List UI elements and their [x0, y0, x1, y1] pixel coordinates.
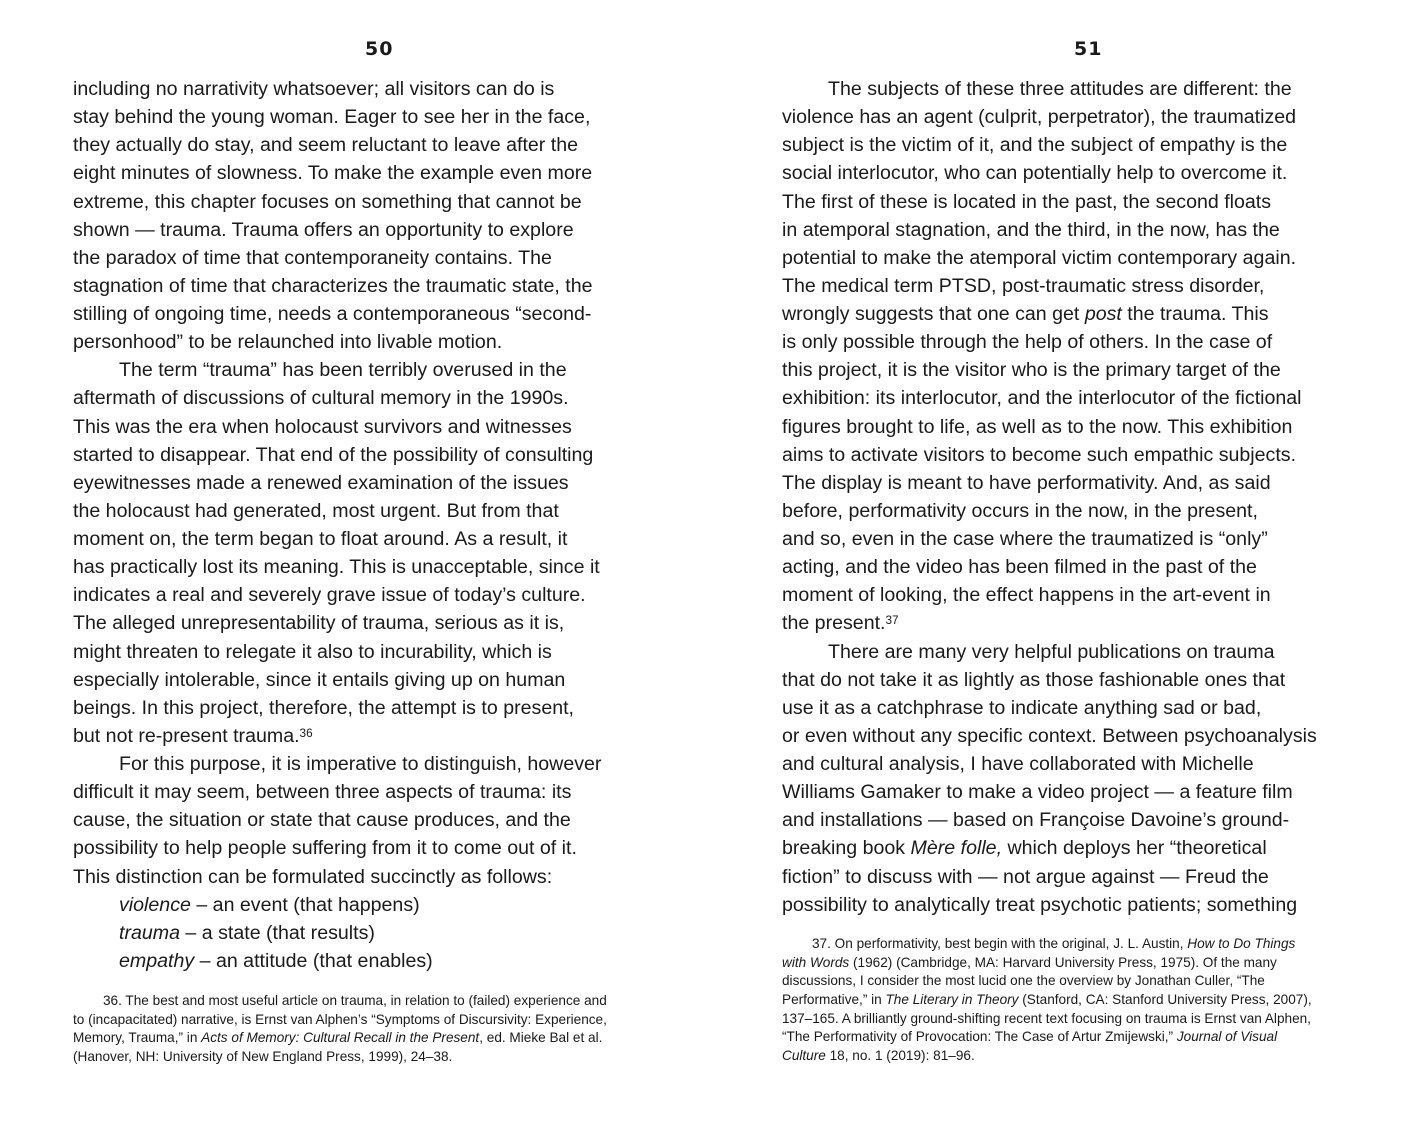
text-line [73, 1029, 607, 1048]
text-segment: – a state (that results) [179, 921, 375, 944]
italic-text: post [1084, 303, 1122, 325]
text-segment: the trauma. This [1121, 303, 1269, 325]
text-line: fiction” to discuss with — not argue against — Freud the [782, 865, 1269, 888]
text-line: 137–165. A brilliantly ground-shifting recent text focusing on trauma is Ernst van Alphen, [782, 1010, 1311, 1026]
text-line: (Hanover, NH: University of New England Press, 1999), 24–38. [73, 1049, 453, 1065]
text-line: that do not take it as lightly as those fashionable ones that [782, 668, 1286, 691]
text-line: is only possible through the help of others. In the case of [782, 331, 1273, 354]
italic-text: How to Do Things [1187, 936, 1296, 951]
text-line: acting, and the video has been filmed in the past of the [782, 556, 1257, 579]
text-line: cause, the situation or state that cause produces, and the [73, 809, 571, 832]
text-line: difficult it may seem, between three aspects of trauma: its [73, 781, 572, 804]
text-line: This was the era when holocaust survivors and witnesses [73, 415, 572, 438]
text-line: beings. In this project, therefore, the attempt is to present, [73, 696, 574, 719]
text-line [73, 947, 601, 975]
text-segment: breaking book [782, 837, 911, 860]
text-line: eight minutes of slowness. To make the example even more [73, 162, 593, 185]
text-line: or even without any specific context. Between psychoanalysis [782, 724, 1317, 747]
text-line: This distinction can be formulated succinctly as follows: [73, 865, 553, 888]
text-line: especially intolerable, since it entails giving up on human [73, 668, 566, 691]
text-segment: There are many very helpful publications on trauma [828, 640, 1275, 663]
text-line: use it as a catchphrase to indicate anything sad or bad, [782, 696, 1262, 719]
text-line: discussions, I consider the most lucid one the overview by Jonathan Culler, “The [782, 973, 1265, 989]
text-segment: The term “trauma” has been terribly overused in the [119, 359, 567, 382]
text-line [782, 638, 1317, 666]
text-line [782, 1028, 1312, 1047]
text-line: aims to activate visitors to become such empathic subjects. [782, 443, 1297, 466]
text-line: might threaten to relegate it also to incurability, which is [73, 640, 552, 663]
italic-text: The Literary in Theory [885, 992, 1019, 1008]
text-segment: wrongly suggests that one can get [782, 303, 1085, 325]
text-line: potential to make the atemporal victim contemporary again. [782, 246, 1297, 269]
text-line [73, 722, 601, 750]
text-line: and so, even in the case where the traumatized is “only” [782, 528, 1268, 550]
italic-text: with Words [782, 954, 850, 970]
text-line: personhood” to be relaunched into livable motion. [73, 331, 503, 354]
text-segment: 37. On performativity, best begin with the original, J. L. Austin, [812, 936, 1188, 951]
text-segment: For this purpose, it is imperative to distinguish, however [119, 753, 602, 775]
body-text [73, 75, 601, 975]
page-number: 51 [1074, 38, 1103, 60]
italic-text: Mère folle, [910, 837, 1003, 860]
text-line: has practically lost its meaning. This is unacceptable, since it [73, 556, 600, 579]
footnotes [782, 935, 1312, 1066]
text-line [782, 991, 1312, 1010]
text-segment: (1962) (Cambridge, MA: Harvard University Press, 1975). Of the many [849, 954, 1277, 970]
text-line: indicates a real and severely grave issue of today’s culture. [73, 584, 586, 607]
text-line: extreme, this chapter focuses on something that cannot be [73, 190, 582, 213]
text-segment: Performative,” in [782, 992, 886, 1008]
text-line [782, 609, 1317, 637]
text-line [782, 1047, 1312, 1066]
text-line [73, 356, 601, 384]
text-segment: – an attitude (that enables) [194, 949, 433, 972]
text-segment: The subjects of these three attitudes are different: the [828, 78, 1292, 100]
text-line: The first of these is located in the past, the second floats [782, 190, 1272, 213]
text-line: moment on, the term began to float around. As a result, it [73, 528, 568, 550]
text-segment: the present. [782, 612, 886, 635]
text-segment: (Stanford, CA: Stanford University Press, 2007), [1018, 992, 1312, 1008]
text-line: exhibition: its interlocutor, and the interlocutor of the fictional [782, 387, 1302, 410]
footnotes [73, 992, 607, 1067]
italic-text: Culture [782, 1048, 826, 1064]
text-line: to (incapacitated) narrative, is Ernst van Alphen’s “Symptoms of Discursivity: Experience, [73, 1011, 607, 1027]
text-segment: , ed. Mieke Bal et al. [479, 1030, 603, 1046]
text-line: aftermath of discussions of cultural memory in the 1990s. [73, 387, 569, 410]
text-line: this project, it is the visitor who is the primary target of the [782, 359, 1281, 382]
text-segment: but not re-present trauma. [73, 724, 300, 747]
body-text [782, 75, 1317, 919]
right-page [782, 0, 1382, 1122]
footnote-ref: 36 [299, 726, 313, 740]
text-line [782, 954, 1312, 973]
text-line: stay behind the young woman. Eager to see her in the face, [73, 106, 591, 129]
text-line [73, 919, 601, 947]
text-line: possibility to analytically treat psychotic patients; something [782, 893, 1298, 916]
text-line: violence has an agent (culprit, perpetrator), the traumatized [782, 106, 1297, 129]
text-line: possibility to help people suffering from it to come out of it. [73, 837, 577, 860]
text-segment: “The Performativity of Provocation: The Case of Artur Zmijewski,” [782, 1029, 1177, 1045]
text-line: including no narrativity whatsoever; all visitors can do is [73, 78, 555, 100]
italic-text: Journal of Visual [1176, 1029, 1278, 1045]
text-segment: 18, no. 1 (2019): 81–96. [825, 1048, 975, 1064]
text-line [73, 891, 601, 919]
italic-text: Acts of Memory: Cultural Recall in the Present [201, 1030, 480, 1046]
text-line: The alleged unrepresentability of trauma, serious as it is, [73, 612, 565, 635]
text-line [782, 300, 1317, 328]
text-segment: – an event (that happens) [190, 893, 420, 916]
text-line: subject is the victim of it, and the subject of empathy is the [782, 134, 1288, 157]
text-line: shown — trauma. Trauma offers an opportunity to explore [73, 218, 574, 241]
text-line: in atemporal stagnation, and the third, in the now, has the [782, 218, 1280, 241]
text-segment: 36. The best and most useful article on trauma, in relation to (failed) experience and [103, 993, 607, 1008]
text-line: and installations — based on Françoise Davoine’s ground- [782, 809, 1290, 832]
text-line: figures brought to life, as well as to the now. This exhibition [782, 415, 1293, 438]
text-line: stilling of ongoing time, needs a contemporaneous “second- [73, 303, 592, 325]
text-segment: which deploys her “theoretical [1002, 837, 1267, 860]
text-line: Williams Gamaker to make a video project — a feature film [782, 781, 1293, 804]
text-line [782, 75, 1317, 103]
text-line: social interlocutor, who can potentially help to overcome it. [782, 162, 1288, 185]
text-line: The display is meant to have performativity. And, as said [782, 471, 1271, 494]
italic-text: trauma [119, 921, 180, 944]
text-line [782, 935, 1312, 954]
text-line: The medical term PTSD, post-traumatic stress disorder, [782, 274, 1265, 297]
text-line: stagnation of time that characterizes the traumatic state, the [73, 274, 593, 297]
text-line: they actually do stay, and seem reluctant to leave after the [73, 134, 579, 157]
text-line [73, 992, 607, 1011]
text-line: started to disappear. That end of the possibility of consulting [73, 443, 594, 466]
text-line: moment of looking, the effect happens in the art-event in [782, 584, 1271, 607]
text-line: the holocaust had generated, most urgent. But from that [73, 499, 559, 522]
italic-text: violence [119, 893, 191, 916]
text-line: before, performativity occurs in the now, in the present, [782, 499, 1258, 522]
text-line [73, 750, 601, 778]
text-segment: Memory, Trauma,” in [73, 1030, 202, 1046]
text-line: the paradox of time that contemporaneity contains. The [73, 246, 552, 269]
text-line: and cultural analysis, I have collaborated with Michelle [782, 753, 1254, 775]
page-number: 50 [365, 38, 394, 60]
text-line: eyewitnesses made a renewed examination of the issues [73, 471, 569, 494]
left-page [73, 0, 653, 1122]
italic-text: empathy [119, 949, 195, 972]
footnote-ref: 37 [885, 614, 899, 628]
text-line [782, 834, 1317, 862]
